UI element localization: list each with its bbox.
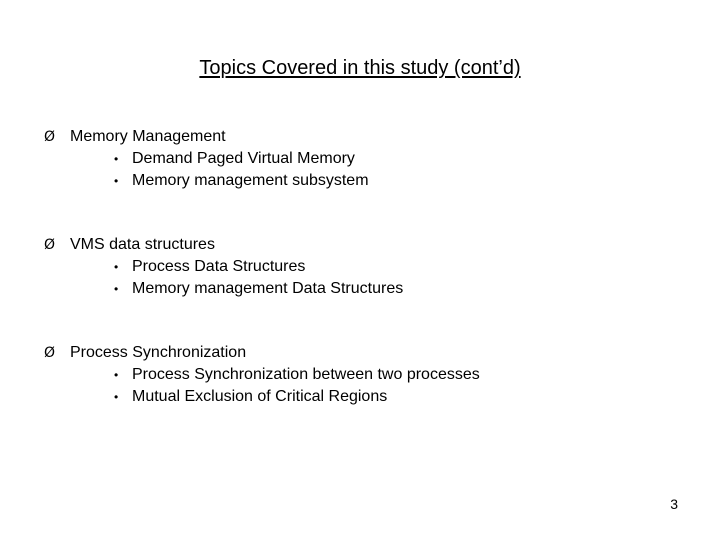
subtopic-item bbox=[114, 386, 387, 408]
subtopic-item bbox=[114, 278, 403, 300]
dot-bullet-icon: • bbox=[114, 390, 119, 404]
subtopic-item bbox=[114, 256, 305, 278]
dot-bullet-icon: • bbox=[114, 260, 119, 274]
topic-label: VMS data structures bbox=[70, 236, 215, 253]
arrow-bullet-icon: Ø bbox=[44, 129, 56, 145]
page-number: 3 bbox=[670, 496, 678, 512]
subtopic-label: Process Synchronization between two processes bbox=[132, 366, 480, 383]
subtopic-label: Memory management Data Structures bbox=[132, 280, 404, 297]
subtopic-label: Process Data Structures bbox=[132, 258, 306, 275]
dot-bullet-icon: • bbox=[114, 368, 119, 382]
topic-item bbox=[44, 126, 226, 148]
arrow-bullet-icon: Ø bbox=[44, 237, 56, 253]
subtopic-item bbox=[114, 170, 369, 192]
subtopic-label: Memory management subsystem bbox=[132, 172, 369, 189]
subtopic-item bbox=[114, 364, 480, 386]
topic-label: Memory Management bbox=[70, 128, 226, 145]
dot-bullet-icon: • bbox=[114, 282, 119, 296]
slide-title: Topics Covered in this study (cont’d) bbox=[199, 57, 521, 79]
subtopic-label: Mutual Exclusion of Critical Regions bbox=[132, 388, 388, 405]
subtopic-item bbox=[114, 148, 355, 170]
topic-label: Process Synchronization bbox=[70, 344, 247, 361]
topic-item bbox=[44, 342, 246, 364]
arrow-bullet-icon: Ø bbox=[44, 345, 56, 361]
dot-bullet-icon: • bbox=[114, 152, 119, 166]
dot-bullet-icon: • bbox=[114, 174, 119, 188]
topic-item bbox=[44, 234, 215, 256]
subtopic-label: Demand Paged Virtual Memory bbox=[132, 150, 355, 167]
